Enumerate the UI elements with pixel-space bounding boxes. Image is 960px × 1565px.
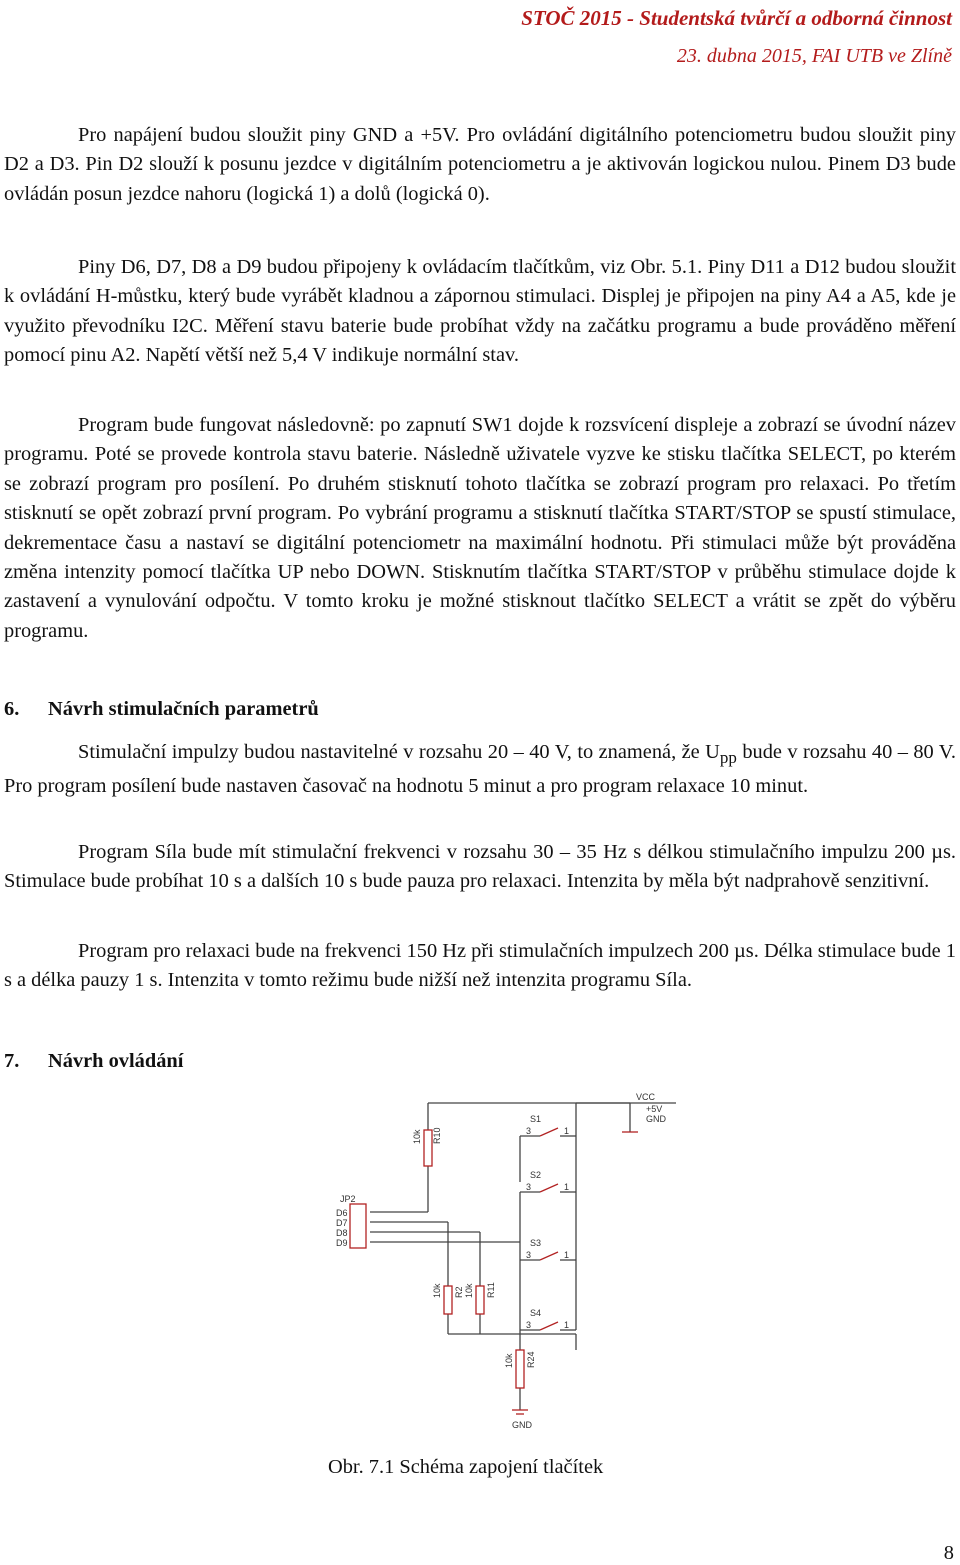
paragraph-program-relax <box>4 937 956 996</box>
pin-d8: D8 <box>336 1228 348 1238</box>
switch-s2-contact <box>540 1184 558 1192</box>
switch-s1-contact <box>540 1128 558 1136</box>
r10-value: 10k <box>412 1129 422 1144</box>
r11-value: 10k <box>464 1283 474 1298</box>
pin-d6: D6 <box>336 1208 348 1218</box>
paragraph-text: Program Síla bude mít stimulační frekvenci v rozsahu 30 – 35 Hz s délkou stimulačního impulzu 200 µs. Stimulace bude probíhat 10 s a dalších 10 s bude pauza pro relaxaci. Intenzita by měla být nadprahově senzitivní. <box>4 841 956 893</box>
section-title: Návrh stimulačních parametrů <box>48 698 319 720</box>
header-title: STOČ 2015 - Studentská tvůrčí a odborná činnost <box>521 6 952 30</box>
schematic-components <box>350 1128 638 1414</box>
paragraph-button-pins <box>4 253 956 371</box>
r2-name: R2 <box>454 1286 464 1298</box>
paragraph-stimulation-params <box>4 738 956 802</box>
section-number: 7. <box>4 1050 20 1072</box>
paragraph-text: Pro napájení budou sloužit piny GND a +5V. Pro ovládání digitálního potenciometru budou sloužit piny D2 a D3. Pin D2 slouží k posunu jezdce v digitálním potenciometru a je aktivován logickou nulou. Pinem D3 bude ovládán posun jezdce nahoru (logická 1) a dolů (logická 0). <box>4 124 956 205</box>
section-title: Návrh ovládání <box>48 1050 184 1072</box>
section-heading-6 <box>4 698 319 721</box>
pin-label: 3 <box>526 1126 532 1136</box>
r2-value: 10k <box>432 1283 442 1298</box>
r11-name: R11 <box>486 1282 496 1298</box>
plus5v-label: +5V <box>646 1104 663 1114</box>
r10-name: R10 <box>432 1127 442 1144</box>
pin-label: 3 <box>526 1250 532 1260</box>
section-heading-7 <box>4 1050 183 1073</box>
resistor-r11 <box>476 1286 484 1314</box>
gnd-bottom-label: GND <box>512 1420 532 1430</box>
button-schematic <box>330 1088 690 1438</box>
switch-s3-label: S3 <box>530 1238 542 1248</box>
schematic-wires <box>370 1103 676 1410</box>
paragraph-program-flow <box>4 411 956 646</box>
pin-label: 1 <box>564 1250 570 1260</box>
vcc-label: VCC <box>636 1092 656 1102</box>
paragraph-power-pins <box>4 121 956 209</box>
paragraph-text: bude v rozsahu 40 – 80 V. Pro program posílení bude nastaven časovač na hodnotu 5 minut a pro program relaxace 10 minut. <box>4 741 956 798</box>
schematic-labels <box>336 1092 667 1430</box>
paragraph-text: Program bude fungovat následovně: po zapnutí SW1 dojde k rozsvícení displeje a zobrazí se úvodní název programu. Poté se provede kontrola stavu baterie. Následně uživatele vyzve ke stisku tlačítka SELECT, po kterém se zobrazí program pro posílení. Po druhém stisknutí tohoto tlačítka se zobrazí program pro relaxaci. Po třetím stisknutí se opět zobrazí první program. Po vybrání programu a stisknutí tlačítka START/STOP se spustí stimulace, dekrementace času a nastaví se digitální potenciometr na maximální hodnotu. Při stimulaci může být prováděna změna intenzity pomocí tlačítka UP nebo DOWN. Stisknutím tlačítka START/STOP v průběhu stimulace dojde k zastavení a vynulování odpočtu. V tomto kroku je možné stisknout tlačítko SELECT a vrátit se zpět do výběru programu. <box>4 414 956 642</box>
pin-label: 1 <box>564 1182 570 1192</box>
switch-s4-contact <box>540 1322 558 1330</box>
gnd-label: GND <box>646 1114 666 1124</box>
section-number: 6. <box>4 698 20 720</box>
resistor-r10 <box>424 1130 432 1166</box>
pin-label: 3 <box>526 1182 532 1192</box>
paragraph-text: Stimulační impulzy budou nastavitelné v rozsahu 20 – 40 V, to znamená, že U <box>78 741 720 763</box>
pin-label: 1 <box>564 1320 570 1330</box>
pin-d7: D7 <box>336 1218 348 1228</box>
header-date: 23. dubna 2015, FAI UTB ve Zlíně <box>676 45 952 67</box>
r24-value: 10k <box>504 1353 514 1368</box>
pin-d9: D9 <box>336 1238 348 1248</box>
paragraph-program-sila <box>4 838 956 897</box>
switch-s2-label: S2 <box>530 1170 542 1180</box>
r24-name: R24 <box>526 1351 536 1368</box>
connector-jp2 <box>350 1204 366 1248</box>
switch-s1-label: S1 <box>530 1114 542 1124</box>
switch-s3-contact <box>540 1252 558 1260</box>
page-number: 8 <box>943 1542 954 1564</box>
connector-name: JP2 <box>340 1194 356 1204</box>
switch-s4-label: S4 <box>530 1308 542 1318</box>
subscript-pp: pp <box>719 748 737 768</box>
paragraph-text: Piny D6, D7, D8 a D9 budou připojeny k ovládacím tlačítkům, viz Obr. 5.1. Piny D11 a D12 budou sloužit k ovládání H-můstku, který bude vyrábět kladnou a zápornou stimulaci. Displej je připojen na piny A4 a A5, kde je využito převodníku I2C. Měření stavu baterie bude probíhat vždy na začátku programu a bude prováděno měření pomocí pinu A2. Napětí větší než 5,4 V indikuje normální stav. <box>4 256 956 367</box>
resistor-r24 <box>516 1350 524 1388</box>
paragraph-text: Program pro relaxaci bude na frekvenci 150 Hz při stimulačních impulzech 200 µs. Délka stimulace bude 1 s a délka pauzy 1 s. Intenzita v tomto režimu bude nižší než intenzita programu Síla. <box>4 940 956 992</box>
resistor-r2 <box>444 1286 452 1314</box>
figure-caption: Obr. 7.1 Schéma zapojení tlačítek <box>328 1456 604 1478</box>
pin-label: 1 <box>564 1126 570 1136</box>
pin-label: 3 <box>526 1320 532 1330</box>
